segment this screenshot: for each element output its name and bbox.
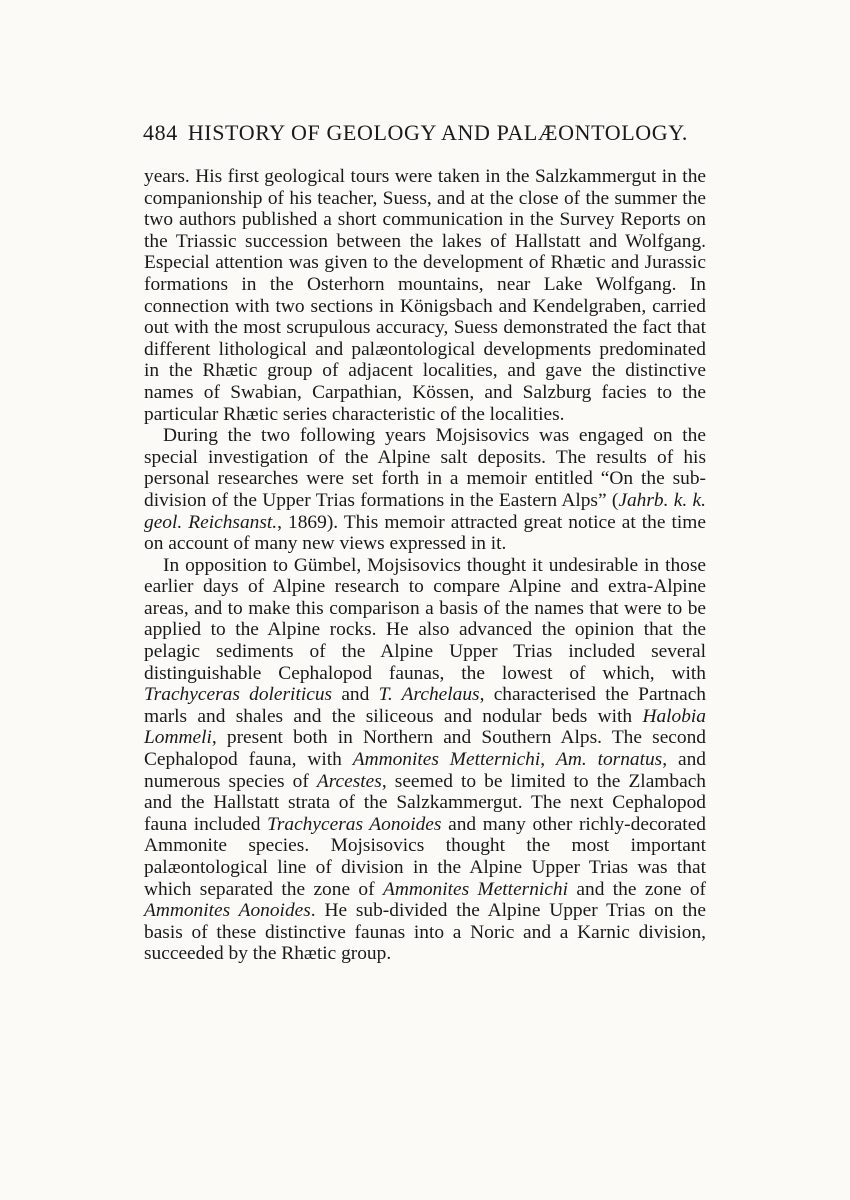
text-run: , and numerous species of bbox=[144, 749, 706, 792]
body-text bbox=[144, 166, 706, 965]
italic-text: Am. tornatus bbox=[556, 749, 663, 771]
italic-text: T. Archelaus bbox=[378, 684, 480, 706]
italic-text: Halobia Lommeli bbox=[144, 705, 706, 749]
italic-text: Ammonites Aonoides bbox=[144, 900, 311, 922]
text-run: and the zone of bbox=[568, 878, 706, 900]
text-run: and bbox=[332, 684, 379, 706]
page-number: 484 bbox=[143, 120, 178, 145]
text-run: In opposition to Gümbel, Mojsisovics thought it undesirable in those earlier days of Alpine research to compare Alpine and extra-Alpine areas, and to make this comparison a basis of the names that were to be applied to the Alpine rocks. He also advanced the opinion that the pelagic sediments of the Alpine Upper Trias included several distinguishable Cephalopod faunas, the lowest of which, with bbox=[144, 554, 706, 684]
text-run: years. His first geological tours were taken in the Salzkammergut in the companionship of his teacher, Suess, and at the close of the summer the two authors published a short communication in the Survey Reports on the Triassic succession between the lakes of Hallstatt and Wolfgang. Especial attention was given to the development of Rhætic and Jurassic formations in the Osterhorn mountains, near Lake Wolfgang. In connection with two sections in Königsbach and Kendelgraben, carried out with the most scrupulous accuracy, Suess demonstrated the fact that different lithological and palæontological developments predominated in the Rhætic group of adjacent localities, and gave the distinctive names of Swabian, Carpathian, Kössen, and Salzburg facies to the particular Rhætic series characteristic of the localities. bbox=[144, 166, 706, 425]
running-header bbox=[143, 119, 688, 147]
paragraph bbox=[144, 425, 706, 555]
italic-text: Trachyceras doleriticus bbox=[144, 684, 333, 706]
paragraph bbox=[144, 555, 706, 965]
text-run: , bbox=[540, 749, 556, 771]
paragraph bbox=[144, 166, 706, 425]
italic-text: Jahrb. k. k. geol. Reichsanst. bbox=[144, 489, 706, 533]
italic-text: Ammonites Metternichi bbox=[382, 878, 568, 900]
running-title: HISTORY OF GEOLOGY AND PALÆONTOLOGY. bbox=[187, 120, 688, 145]
italic-text: Arcestes bbox=[316, 770, 382, 792]
text-run: During the two following years Mojsisovics was engaged on the special investigation of the Alpine salt deposits. The results of his personal researches were set forth in a memoir entitled “On the sub-division of the Upper Trias formations in the Eastern Alps” ( bbox=[144, 425, 706, 511]
italic-text: Ammonites Metternichi bbox=[352, 749, 541, 771]
text-run: , present both in Northern and Southern Alps. The second Cephalopod fauna, with bbox=[144, 727, 706, 771]
text-run: and many other richly-decorated Ammonite species. Mojsisovics thought the most important palæontological line of division in the Alpine Upper Trias was that which separated the zone of bbox=[144, 813, 706, 900]
text-run: , seemed to be limited to the Zlambach and the Hallstatt strata of the Salzkammergut. The next Cephalopod fauna included bbox=[144, 770, 706, 835]
text-run: . He sub-divided the Alpine Upper Trias on the basis of these distinctive faunas into a Noric and a Karnic division, succeeded by the Rhætic group. bbox=[144, 900, 706, 965]
text-run: , characterised the Partnach marls and shales and the siliceous and nodular beds with bbox=[144, 684, 707, 727]
text-run: , 1869). This memoir attracted great notice at the time on account of many new views expressed in it. bbox=[144, 511, 706, 555]
italic-text: Trachyceras Aonoides bbox=[267, 813, 442, 835]
